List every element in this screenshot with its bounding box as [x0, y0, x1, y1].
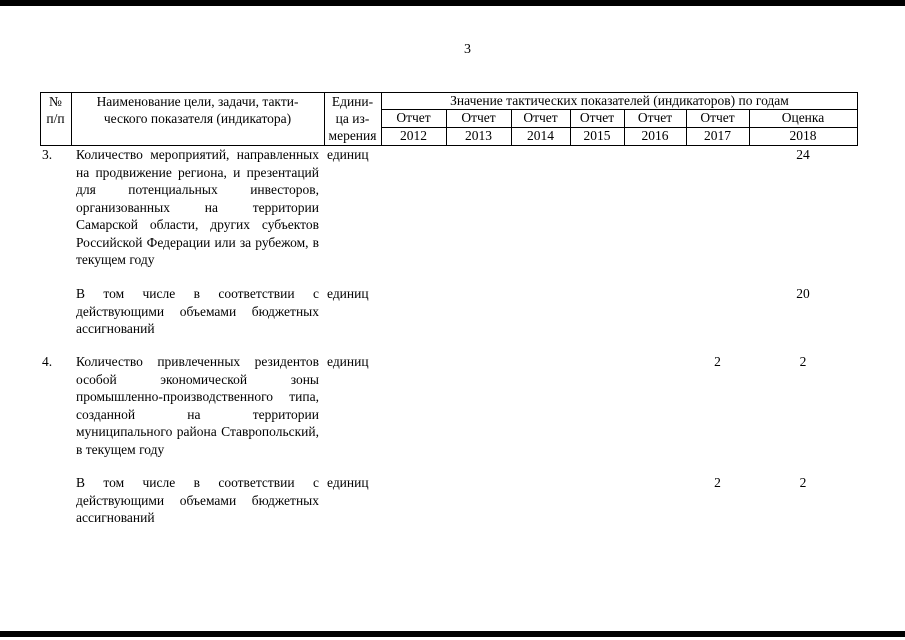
bottom-border [0, 631, 905, 637]
row-number: 4. [41, 354, 53, 369]
header-unit-line1: Едини- [331, 94, 374, 109]
header-year-2016: 2016 [641, 128, 669, 143]
row-name: Количество мероприятий, направленных на продвижение региона, и презентаций для потенциальных инвесторов, организованных на территории Самарской области, других субъектов Российской Федерации или за рубежом, в текущем году [76, 147, 319, 267]
row-value-2018: 2 [799, 475, 807, 490]
row-value-2018: 2 [799, 354, 807, 369]
row-value-2017: 2 [714, 475, 721, 490]
row-unit: единиц [327, 286, 369, 301]
row-unit: единиц [327, 475, 369, 490]
row-value-2018: 24 [796, 147, 810, 162]
header-kind-2013: Отчет [461, 110, 496, 125]
header-name-line1: Наименование цели, задачи, такти- [96, 94, 299, 109]
header-year-2017: 2017 [704, 128, 731, 143]
row-value-2017: 2 [714, 354, 721, 369]
header-values-group: Значение тактических показателей (индикаторов) по годам [450, 93, 789, 108]
header-unit-line3: мерения [328, 128, 377, 143]
row-unit: единиц [327, 354, 369, 369]
header-num-line2: п/п [46, 111, 65, 126]
header-year-2012: 2012 [400, 128, 427, 143]
header-kind-2015: Отчет [579, 110, 615, 125]
header-kind-2014: Отчет [523, 110, 558, 125]
row-name: В том числе в соответствии с действующими объемами бюджетных ассигнований [76, 286, 319, 336]
header-year-2013: 2013 [465, 128, 492, 143]
header-year-2014: 2014 [527, 128, 554, 143]
header-kind-2016: Отчет [637, 110, 673, 125]
row-value-2018: 20 [796, 286, 810, 301]
header-year-2015: 2015 [583, 128, 611, 143]
header-name-line2: ческого показателя (индикатора) [103, 111, 292, 126]
row-number: 3. [41, 147, 53, 162]
row-name: В том числе в соответствии с действующими объемами бюджетных ассигнований [76, 475, 319, 525]
header-unit-line2: ца из- [335, 111, 370, 126]
header-year-2018: 2018 [789, 128, 817, 143]
page-number: 3 [464, 42, 471, 57]
header-kind-2017: Отчет [700, 110, 735, 125]
header-num-line1: № [49, 94, 62, 109]
header-kind-2018: Оценка [781, 110, 825, 125]
row-unit: единиц [327, 147, 369, 162]
header-kind-2012: Отчет [396, 110, 431, 125]
top-border [0, 0, 905, 6]
row-name: Количество привлеченных резидентов особой экономической зоны промышленно-производственного типа, созданной на территории муниципального района Ставропольский, в текущем году [76, 354, 319, 457]
